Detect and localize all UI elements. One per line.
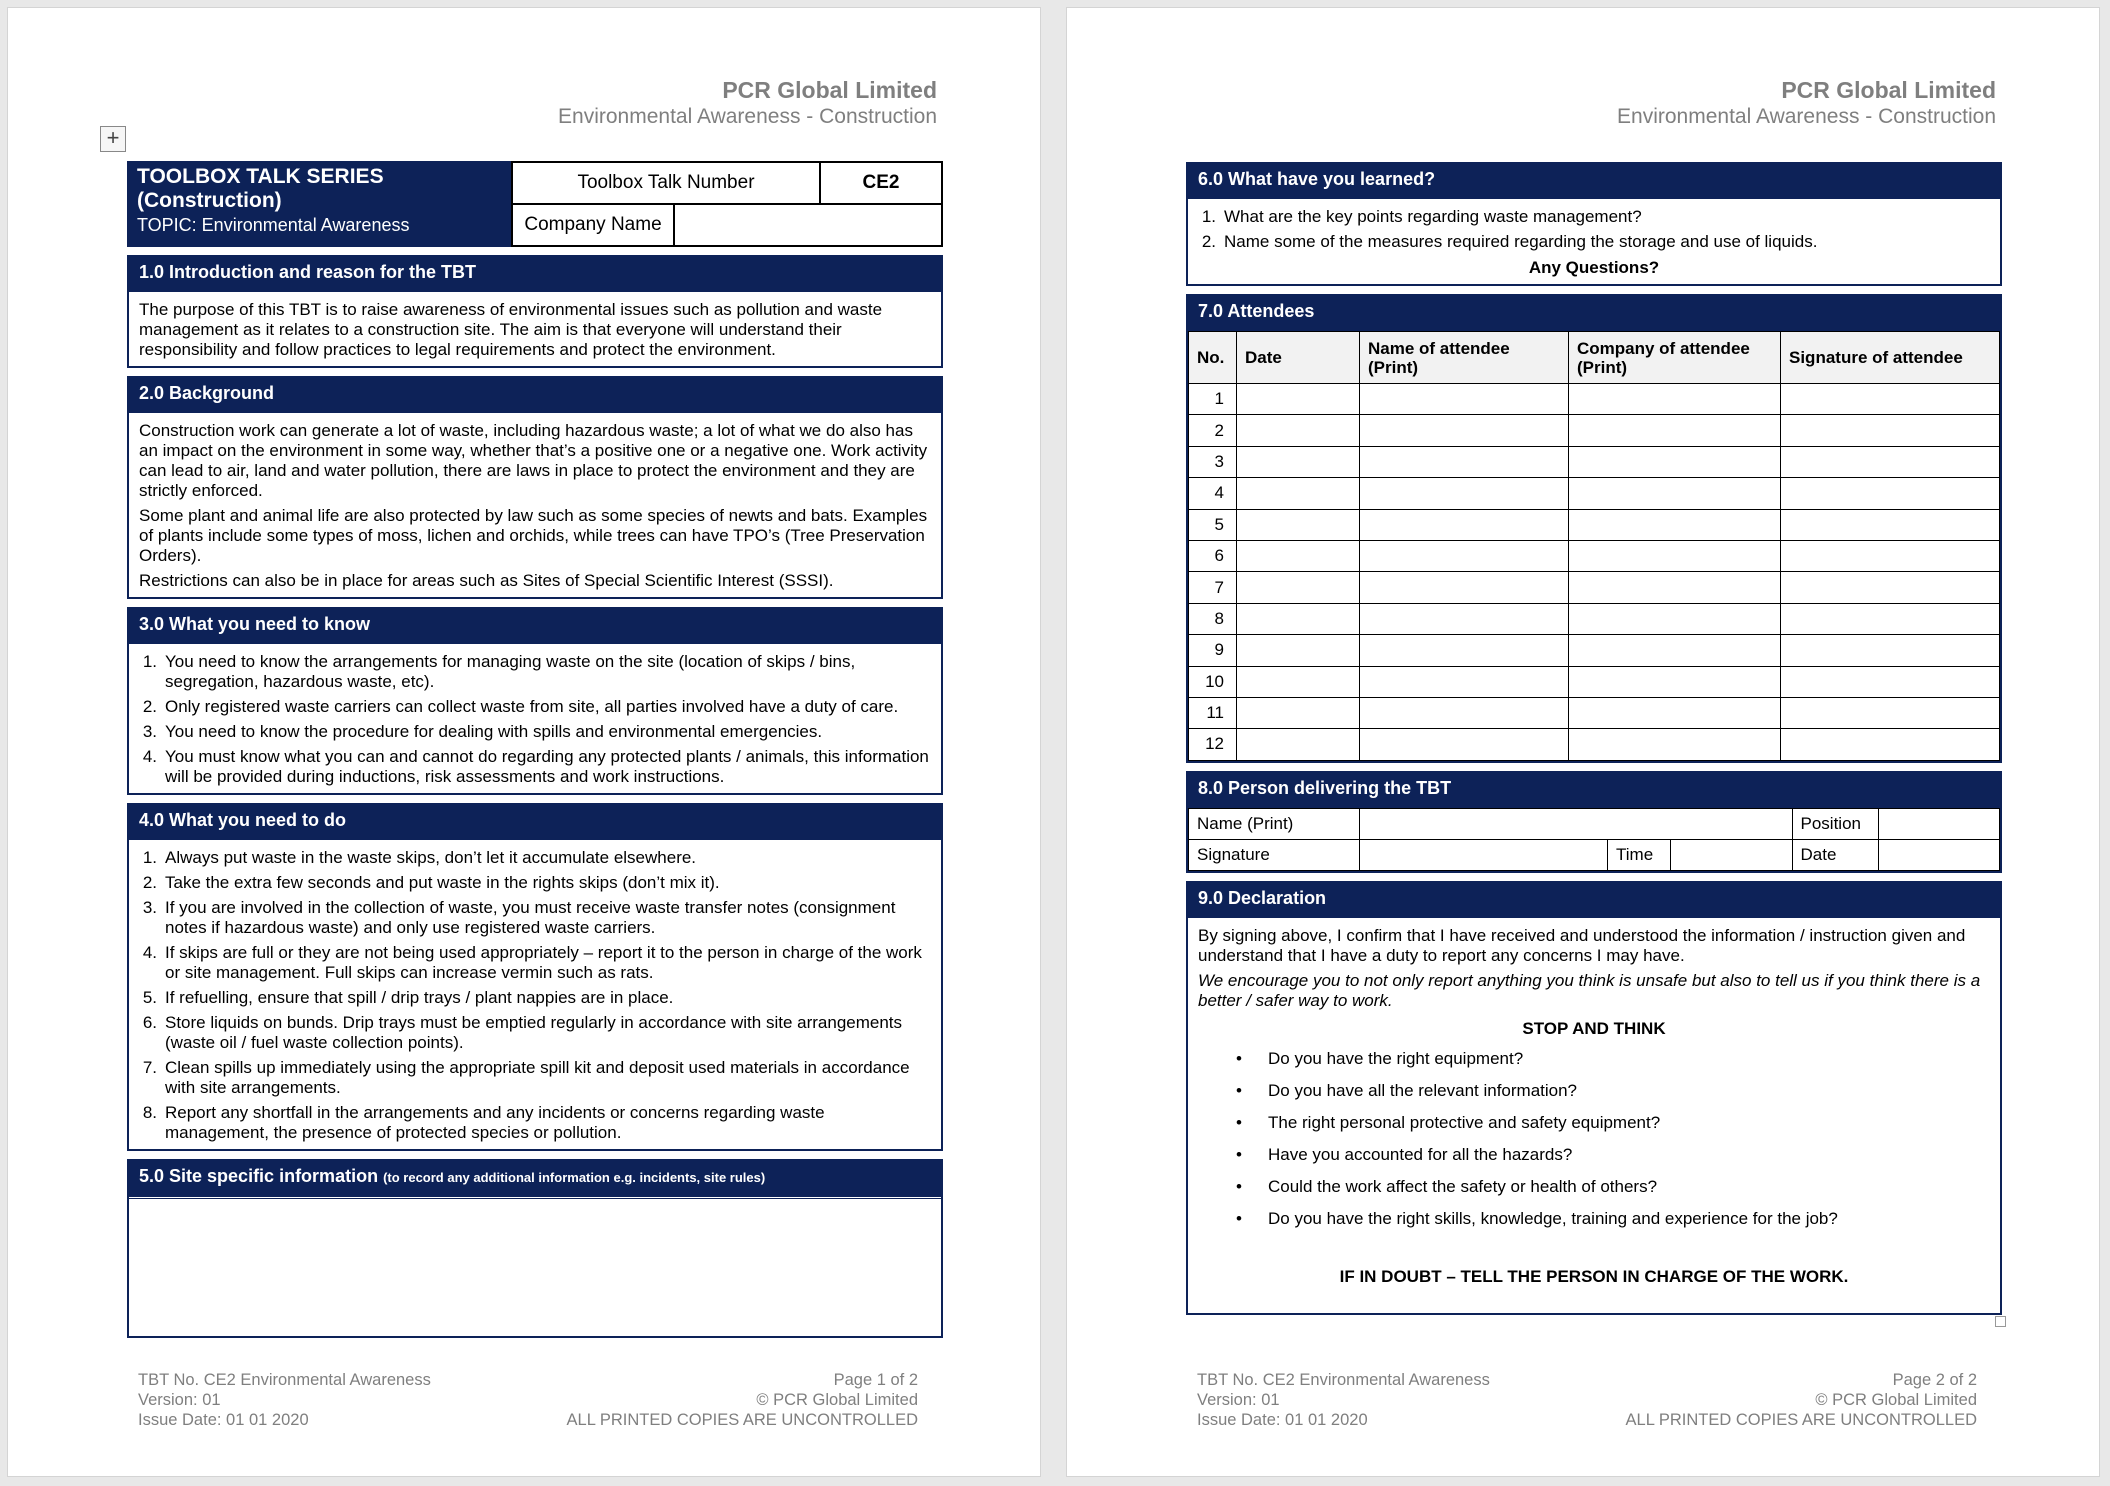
footer-copyright: © PCR Global Limited: [756, 1391, 918, 1409]
name-cell[interactable]: [1360, 446, 1569, 477]
presenter-signature-field[interactable]: [1360, 839, 1608, 870]
name-cell[interactable]: [1360, 572, 1569, 603]
date-cell[interactable]: [1237, 572, 1360, 603]
background-paragraph: Construction work can generate a lot of waste, including hazardous waste; a lot of what we do also has an impact on the environment in some way, whether that’s a positive one or a negative one. Work activity can lead to air, land and water pollution, there are laws in place to protect the environment and they are strictly enforced.: [139, 421, 928, 500]
bullet-icon: •: [1236, 1080, 1242, 1100]
signature-cell[interactable]: [1781, 540, 2000, 571]
table-row: [1189, 478, 2000, 509]
stop-and-think: STOP AND THINK: [1522, 1018, 1666, 1038]
list-item: • Do you have all the relevant information?: [1198, 1079, 1990, 1103]
name-cell[interactable]: [1360, 478, 1569, 509]
company-cell[interactable]: [1569, 572, 1781, 603]
signature-cell[interactable]: [1781, 509, 2000, 540]
date-cell[interactable]: [1237, 729, 1360, 760]
date-cell[interactable]: [1237, 697, 1360, 728]
section-person-delivering: [1186, 771, 2002, 873]
date-cell[interactable]: [1237, 635, 1360, 666]
section-need-to-know: [127, 607, 943, 795]
section-heading: 7.0 Attendees: [1188, 296, 2000, 331]
name-cell[interactable]: [1360, 603, 1569, 634]
signature-cell[interactable]: [1781, 572, 2000, 603]
table-row: [1189, 446, 2000, 477]
attendees-table: [1188, 331, 2000, 761]
company-cell[interactable]: [1569, 540, 1781, 571]
date-cell[interactable]: [1237, 446, 1360, 477]
row-number: 6: [1189, 540, 1237, 571]
list-item: 5. If refuelling, ensure that spill / drip trays / plant nappies are in place.: [142, 988, 674, 1007]
company-cell[interactable]: [1569, 384, 1781, 415]
row-number: 10: [1189, 666, 1237, 697]
row-number: 7: [1189, 572, 1237, 603]
company-cell[interactable]: [1569, 478, 1781, 509]
signature-cell[interactable]: [1781, 384, 2000, 415]
section-heading: 8.0 Person delivering the TBT: [1188, 773, 2000, 808]
signature-cell[interactable]: [1781, 446, 2000, 477]
title-block: [127, 161, 943, 247]
section-heading: 1.0 Introduction and reason for the TBT: [129, 257, 941, 292]
row-number: 5: [1189, 509, 1237, 540]
row-number: 9: [1189, 635, 1237, 666]
footer-issue-date: Issue Date: 01 01 2020: [138, 1411, 309, 1429]
company-cell[interactable]: [1569, 415, 1781, 446]
list-item: 2. Only registered waste carriers can collect waste from site, all parties involved have a duty of care.: [142, 697, 899, 716]
site-info-field[interactable]: [129, 1196, 941, 1336]
page-footer: [138, 1370, 918, 1430]
background-paragraph: Some plant and animal life are also protected by law such as some species of newts and bats. Examples of plants include some types of moss, lichen and orchids, while trees can have TPO’s (Tree Preservation Orders).: [139, 506, 928, 565]
list-item: • Do you have the right equipment?: [1198, 1047, 1990, 1071]
row-number: 2: [1189, 415, 1237, 446]
page-header: [1186, 76, 2002, 161]
row-number: 3: [1189, 446, 1237, 477]
section-heading: 2.0 Background: [129, 378, 941, 413]
section-introduction: [127, 255, 943, 368]
bullet-icon: •: [1236, 1144, 1242, 1164]
footer-issue-date: Issue Date: 01 01 2020: [1197, 1411, 1368, 1429]
footer-page-number: Page 2 of 2: [1892, 1371, 1977, 1389]
list-item: 3. You need to know the procedure for dealing with spills and environmental emergencies.: [142, 722, 823, 741]
name-cell[interactable]: [1360, 697, 1569, 728]
list-item: 4. If skips are full or they are not being used appropriately – report it to the person in charge of the work or site management. Full skips can increase vermin such as rats.: [142, 943, 922, 982]
table-row: [1189, 666, 2000, 697]
company-cell[interactable]: [1569, 729, 1781, 760]
column-header: Signature of attendee: [1781, 332, 2000, 384]
topic-title: TOPIC: Environmental Awareness: [137, 215, 410, 235]
bullet-icon: •: [1236, 1208, 1242, 1228]
table-row: [1189, 603, 2000, 634]
signature-cell[interactable]: [1781, 603, 2000, 634]
date-cell[interactable]: [1237, 603, 1360, 634]
table-row: [1189, 509, 2000, 540]
talk-number-value: CE2: [819, 163, 941, 203]
table-row: [1189, 572, 2000, 603]
list-item: 2. Take the extra few seconds and put waste in the rights skips (don’t mix it).: [142, 873, 720, 892]
company-cell[interactable]: [1569, 446, 1781, 477]
list-item: 1. What are the key points regarding waste management?: [1201, 207, 1642, 226]
table-move-handle-icon[interactable]: +: [100, 126, 126, 152]
row-number: 4: [1189, 478, 1237, 509]
date-cell[interactable]: [1237, 415, 1360, 446]
list-item: • Have you accounted for all the hazards?: [1198, 1143, 1990, 1167]
page-footer: [1197, 1370, 1977, 1430]
row-number: 12: [1189, 729, 1237, 760]
resize-handle-icon[interactable]: [1995, 1316, 2006, 1327]
series-title-cell: [127, 161, 511, 247]
table-row: [1189, 697, 2000, 728]
table-row: [1189, 384, 2000, 415]
intro-text: The purpose of this TBT is to raise awareness of environmental issues such as pollution and waste management as it relates to a construction site. The aim is that everyone will understand their responsibility and follow practices to legal requirements and protect the environment.: [139, 300, 883, 359]
list-item: 1. You need to know the arrangements for managing waste on the site (location of skips / bins, segregation, hazardous waste, etc).: [142, 652, 856, 691]
list-item: • Do you have the right skills, knowledge, training and experience for the job?: [1198, 1207, 1990, 1231]
document-page-2: [1066, 7, 2100, 1477]
series-title: TOOLBOX TALK SERIES (Construction): [137, 165, 384, 212]
footer-page-number: Page 1 of 2: [833, 1371, 918, 1389]
table-row: [1189, 540, 2000, 571]
name-print-label: Name (Print): [1189, 808, 1360, 839]
list-item: 4. You must know what you can and cannot do regarding any protected plants / animals, this information will be provided during inductions, risk assessments and work instructions.: [142, 747, 929, 786]
table-row: [1189, 415, 2000, 446]
list-item: 2. Name some of the measures required regarding the storage and use of liquids.: [1201, 232, 1818, 251]
presenter-name-field[interactable]: [1360, 808, 1793, 839]
presenter-time-field[interactable]: [1671, 839, 1793, 870]
section-declaration: [1186, 881, 2002, 1315]
company-name-field[interactable]: [673, 205, 941, 245]
column-header: Date: [1237, 332, 1360, 384]
signature-cell[interactable]: [1781, 666, 2000, 697]
list-item: 7. Clean spills up immediately using the appropriate spill kit and deposit used materials in accordance with site arrangements.: [142, 1058, 910, 1097]
footer-tbt: TBT No. CE2 Environmental Awareness: [1197, 1371, 1490, 1389]
presenter-position-field[interactable]: [1878, 808, 2000, 839]
signature-cell[interactable]: [1781, 478, 2000, 509]
column-header: Company of attendee (Print): [1569, 332, 1781, 384]
section-heading: 3.0 What you need to know: [129, 609, 941, 644]
date-cell[interactable]: [1237, 384, 1360, 415]
list-item: 6. Store liquids on bunds. Drip trays must be emptied regularly in accordance with site arrangements (waste oil / fuel waste collection points).: [142, 1013, 903, 1052]
section-what-learned: [1186, 162, 2002, 286]
signature-cell[interactable]: [1781, 697, 2000, 728]
date-cell[interactable]: [1237, 478, 1360, 509]
section-attendees: [1186, 294, 2002, 763]
document-subtitle: Environmental Awareness - Construction: [1617, 105, 1996, 128]
name-cell[interactable]: [1360, 666, 1569, 697]
name-cell[interactable]: [1360, 729, 1569, 760]
footer-copyright: © PCR Global Limited: [1815, 1391, 1977, 1409]
footer-uncontrolled: ALL PRINTED COPIES ARE UNCONTROLLED: [566, 1411, 918, 1429]
list-item: • Could the work affect the safety or health of others?: [1198, 1175, 1990, 1199]
company-name-label: Company Name: [511, 205, 673, 245]
bullet-icon: •: [1236, 1112, 1242, 1132]
time-label: Time: [1608, 839, 1671, 870]
document-subtitle: Environmental Awareness - Construction: [558, 105, 937, 128]
date-cell[interactable]: [1237, 509, 1360, 540]
table-row: [1189, 635, 2000, 666]
list-item: 3. If you are involved in the collection of waste, you must receive waste transfer notes (consignment notes if hazardous waste) and only use registered waste carriers.: [142, 898, 896, 937]
footer-tbt: TBT No. CE2 Environmental Awareness: [138, 1371, 431, 1389]
name-cell[interactable]: [1360, 415, 1569, 446]
talk-number-label: Toolbox Talk Number: [511, 163, 819, 203]
name-cell[interactable]: [1360, 509, 1569, 540]
signature-cell[interactable]: [1781, 415, 2000, 446]
row-number: 1: [1189, 384, 1237, 415]
bullet-icon: •: [1236, 1176, 1242, 1196]
name-cell[interactable]: [1360, 540, 1569, 571]
company-cell[interactable]: [1569, 509, 1781, 540]
list-item: • The right personal protective and safety equipment?: [1198, 1111, 1990, 1135]
declaration-text: By signing above, I confirm that I have received and understood the information / instruction given and understand that I have a duty to report any concerns I may have.: [1198, 925, 1966, 965]
company-cell[interactable]: [1569, 603, 1781, 634]
signature-label: Signature: [1189, 839, 1360, 870]
any-questions: Any Questions?: [1528, 258, 1660, 277]
company-name: PCR Global Limited: [1781, 77, 1996, 103]
section-need-to-do: [127, 803, 943, 1151]
row-number: 11: [1189, 697, 1237, 728]
declaration-encourage: We encourage you to not only report anything you think is unsafe but also to tell us if you think there is a better / safer way to work.: [1198, 970, 1981, 1010]
date-cell[interactable]: [1237, 540, 1360, 571]
company-cell[interactable]: [1569, 635, 1781, 666]
page-header: [127, 76, 943, 161]
signature-cell[interactable]: [1781, 729, 2000, 760]
presenter-date-field[interactable]: [1878, 839, 2000, 870]
table-row: [1189, 729, 2000, 760]
footer-version: Version: 01: [138, 1391, 221, 1409]
footer-version: Version: 01: [1197, 1391, 1280, 1409]
section-site-specific: [127, 1159, 943, 1338]
section-background: [127, 376, 943, 599]
company-cell[interactable]: [1569, 697, 1781, 728]
section-heading: 6.0 What have you learned?: [1188, 164, 2000, 199]
column-header: Name of attendee (Print): [1360, 332, 1569, 384]
company-name: PCR Global Limited: [722, 77, 937, 103]
date-cell[interactable]: [1237, 666, 1360, 697]
list-item: 8. Report any shortfall in the arrangements and any incidents or concerns regarding waste management, the presence of protected species or pollution.: [142, 1103, 825, 1142]
column-header: No.: [1189, 332, 1237, 384]
date-label: Date: [1792, 839, 1878, 870]
name-cell[interactable]: [1360, 635, 1569, 666]
presenter-table: [1188, 808, 2000, 871]
document-page-1: [7, 7, 1041, 1477]
company-cell[interactable]: [1569, 666, 1781, 697]
section-note: (to record any additional information e.g. incidents, site rules): [383, 1170, 766, 1185]
section-heading: 5.0 Site specific information (to record any additional information e.g. incidents, site rules): [129, 1161, 941, 1196]
list-item: 1. Always put waste in the waste skips, don’t let it accumulate elsewhere.: [142, 848, 697, 867]
section-heading: 9.0 Declaration: [1188, 883, 2000, 918]
signature-cell[interactable]: [1781, 635, 2000, 666]
name-cell[interactable]: [1360, 384, 1569, 415]
section-heading: 4.0 What you need to do: [129, 805, 941, 840]
position-label: Position: [1792, 808, 1878, 839]
footer-uncontrolled: ALL PRINTED COPIES ARE UNCONTROLLED: [1625, 1411, 1977, 1429]
bullet-icon: •: [1236, 1048, 1242, 1068]
row-number: 8: [1189, 603, 1237, 634]
background-paragraph: Restrictions can also be in place for areas such as Sites of Special Scientific Interest (SSSI).: [139, 571, 834, 590]
final-warning: IF IN DOUBT – TELL THE PERSON IN CHARGE OF THE WORK.: [1339, 1266, 1849, 1286]
